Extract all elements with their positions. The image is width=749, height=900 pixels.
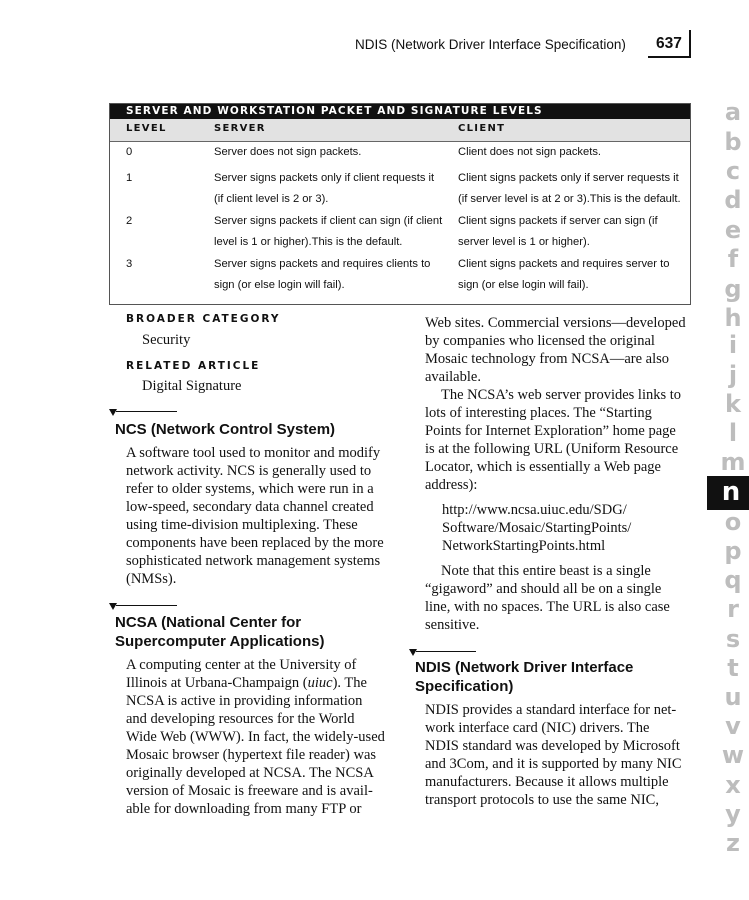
thumb-index-letter: t [727,654,739,682]
header-vertical-rule [689,30,691,58]
thumb-index-letter: g [724,275,742,303]
entry-body-ncs: A software tool used to monitor and modify network activity. NCS is generally used to refer to older systems, which were run in a low-speed, secondary data channel created using time-division multiplexing. These components have been replaced by the more sophisticated network management systems (NMSs). [126,445,384,587]
entry-divider [116,605,177,606]
thumb-index-letter: l [728,419,738,447]
cell-line: sign (or else login will fail). [214,279,345,291]
table-cell-level: 0 [126,146,133,158]
thumb-index-letter: e [724,216,742,244]
thumb-index-letter: d [724,186,742,214]
broader-category-value: Security [142,332,191,348]
table-cell-client [458,211,658,253]
table-cell-level: 3 [126,258,133,270]
thumb-index-letter: s [725,625,741,653]
entry-heading-ncsa: NCSA (National Center for Supercomputer Applications) [115,614,325,650]
thumb-index-letter: u [724,683,742,711]
thumb-index-letter: q [724,566,742,594]
page-number: 637 [656,35,682,52]
ncsa-continuation: Web sites. Commercial versions—developed by companies who licensed the original Mosaic technology from NCSA—are also available. [425,315,686,385]
cell-line: (if server level is at 2 or 3).This is the default. [458,193,681,205]
cell-line: server level is 1 or higher). [458,236,590,248]
thumb-index-letter: w [721,741,745,769]
running-header-title: NDIS (Network Driver Interface Specification) [355,37,626,52]
thumb-index-letter: k [725,390,741,418]
table-cell-client: Client does not sign packets. [458,146,602,158]
table-title: SERVER AND WORKSTATION PACKET AND SIGNATURE LEVELS [110,104,690,119]
ncsa-url-note: Note that this entire beast is a single “gigaword” and should all be on a single line, with no spaces. The URL is also case sensitive. [425,563,670,633]
signature-levels-table [109,103,691,305]
thumb-index-letter: j [728,361,738,389]
column-header-server: SERVER [214,123,266,134]
table-cell-level: 1 [126,172,133,184]
thumb-index-letter: a [724,98,742,126]
entry-divider [416,651,476,652]
table-header-row [110,119,690,142]
entry-heading-ncs: NCS (Network Control System) [115,421,336,438]
header-rule [648,56,690,58]
table-cell-server [214,211,442,253]
thumb-index-letter: x [725,771,741,799]
thumb-index-letter: v [725,712,741,740]
thumb-index-letter: y [725,800,741,828]
thumb-index-letter: m [720,448,746,476]
related-article-value: Digital Signature [142,378,242,394]
cell-line: Client signs packets only if server requests it [458,172,679,184]
thumb-index-active-letter: n [721,477,741,507]
entry-body-ncsa: A computing center at the University of Illinois at Urbana-Champaign (uiuc). The NCSA is active in providing information and developing resources for the World Wide Web (WWW). In fact, the widely-used Mosaic browser (hypertext file reader) was originally developed at NCSA. The NCSA version of Mosaic is freeware and is avail- able for downloading from many FTP or [126,657,385,817]
thumb-index-letter: r [727,595,739,623]
entry-divider [116,411,177,412]
broader-category-label: BROADER CATEGORY [126,313,281,325]
entry-body-ndis: NDIS provides a standard interface for net- work interface card (NIC) drivers. The NDIS standard was developed by Microsoft and 3Com, and it is supported by many NIC manufacturers. Because it allows multiple transport protocols to use the same NIC, [425,702,682,808]
cell-line: Server signs packets and requires clients to [214,258,431,270]
cell-line: sign (or else login will fail). [458,279,589,291]
cell-line: Client signs packets and requires server to [458,258,670,270]
cell-line: Server signs packets if client can sign (if client [214,215,443,227]
thumb-index-letter: o [724,508,742,536]
cell-line: Server signs packets only if client requests it [214,172,435,184]
thumb-index-letter: f [727,245,739,273]
table-cell-level: 2 [126,215,133,227]
table-cell-server [214,254,430,296]
thumb-index-letter: h [724,304,742,332]
table-cell-server: Server does not sign packets. [214,146,362,158]
cell-line: Client signs packets if server can sign (if [458,215,658,227]
thumb-index-letter: p [724,537,742,565]
related-article-label: RELATED ARTICLE [126,360,261,372]
ncsa-url: http://www.ncsa.uiuc.edu/SDG/ Software/Mosaic/StartingPoints/ NetworkStartingPoints.html [442,502,632,554]
column-header-level: LEVEL [126,123,167,134]
cell-line: level is 1 or higher).This is the default. [214,236,403,248]
table-cell-client [458,254,669,296]
thumb-index-letter: i [728,331,738,359]
cell-line: (if client level is 2 or 3). [214,193,329,205]
thumb-index-letter: c [725,157,741,185]
thumb-index-letter: z [726,829,740,857]
table-cell-server [214,168,434,210]
table-cell-client [458,168,681,210]
entry-heading-ndis: NDIS (Network Driver Interface Specification) [415,659,634,695]
thumb-index-letter: b [724,128,742,156]
ncsa-paragraph-links: The NCSA’s web server provides links to lots of interesting places. The “Starting Points for Internet Exploration” home page is at the following URL (Uniform Resource Locator, which is essentially a Web page address): [425,387,682,493]
column-header-client: CLIENT [458,123,506,134]
